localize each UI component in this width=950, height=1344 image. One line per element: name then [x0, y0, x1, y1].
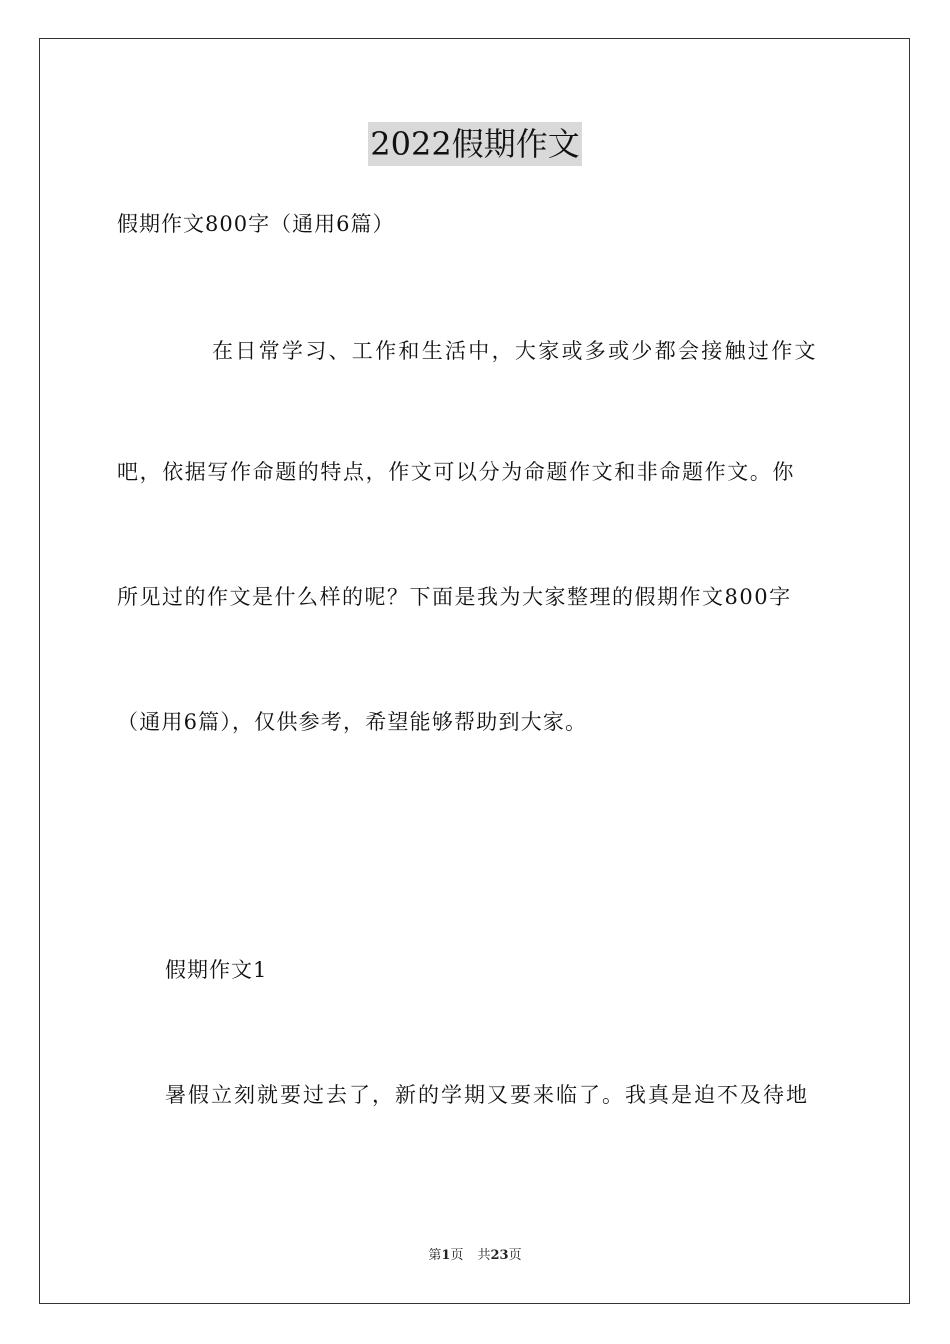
intro-line-4: （通用6篇），仅供参考，希望能够帮助到大家。	[117, 710, 588, 734]
intro-line-1: 在日常学习、工作和生活中，大家或多或少都会接触过作文	[212, 339, 818, 363]
intro-line-3: 所见过的作文是什么样的呢？下面是我为大家整理的假期作文800字	[117, 585, 792, 609]
footer-total-pages: 23	[490, 1248, 509, 1263]
footer-page-prefix: 第	[428, 1248, 442, 1263]
footer-page-number: 1	[441, 1248, 451, 1263]
page-footer	[0, 1247, 950, 1265]
footer-page-suffix: 页	[450, 1248, 464, 1263]
footer-total-suffix: 页	[508, 1248, 522, 1263]
document-subtitle: 假期作文800字（通用6篇）	[117, 212, 395, 236]
section-line-1: 暑假立刻就要过去了，新的学期又要来临了。我真是迫不及待地	[165, 1083, 809, 1107]
footer-total-prefix: 共	[477, 1248, 491, 1263]
document-title: 2022假期作文	[368, 122, 581, 166]
intro-line-2: 吧，依据写作命题的特点，作文可以分为命题作文和非命题作文。你	[117, 460, 795, 484]
section-title: 假期作文1	[165, 958, 268, 982]
title-container	[0, 122, 950, 166]
